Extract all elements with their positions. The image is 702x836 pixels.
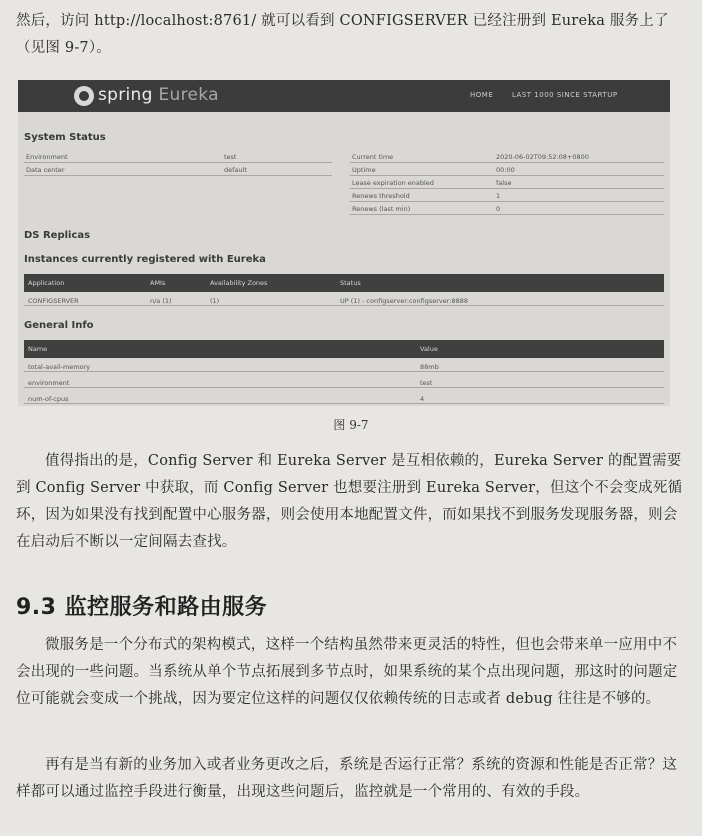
status-value: test [224,153,237,161]
eureka-dashboard-screenshot [18,80,670,406]
general-info-title: General Info [24,320,94,331]
body-paragraph: 微服务是一个分布式的架构模式，这样一个结构虽然带来更灵活的特性，但也会带来单一应用中不会出现的一些问题。当系统从单个节点拓展到多节点时，如果系统的某个点出现问题，那这时的问题定位可能就会变成一个挑战，因为要定位这样的问题仅仅依赖传统的日志或者 debug 往往是不够的。 [16,637,678,707]
status-value: 1 [496,192,501,200]
instances-title: Instances currently registered with Eureka [24,254,266,265]
status-label: Renews threshold [352,192,410,200]
column-header: Name [28,345,48,353]
status-label: Data center [26,166,65,174]
status-label: Uptime [352,166,376,174]
ds-replicas-title: DS Replicas [24,230,91,241]
info-name: num-of-cpus [28,395,69,403]
column-header: Status [340,279,361,287]
status-label: Renews (last min) [352,205,411,213]
column-header: Application [28,279,65,287]
general-info-row [24,374,664,388]
spring-leaf-icon [74,86,94,106]
status-label: Lease expiration enabled [352,179,434,187]
nav-last-1000-link[interactable]: LAST 1000 SINCE STARTUP [512,91,618,99]
status-row [350,164,664,176]
info-value: test [420,379,433,387]
column-header: Value [420,345,438,353]
brand-spring: spring [98,85,153,105]
figure-caption: 图 9-7 [333,418,369,432]
status-row [350,177,664,189]
section-heading: 9.3 监控服务和路由服务 [16,595,268,620]
status-value: false [496,179,512,187]
note-paragraph: 值得指出的是，Config Server 和 Eureka Server 是互相依赖的，Eureka Server 的配置需要到 Config Server 中获取，而 Config Server 也想要注册到 Eureka Server，但这个不会变成死循环，因为如果没有找到配置中心服务器，则会使用本地配置文件，而如果找不到服务发现服务器，则会在启动后不断以一定间隔去查找。 [16,453,683,550]
status-value: 2020-06-02T09:52:08+0800 [496,153,589,161]
eureka-brand [98,85,219,105]
status-label: Environment [26,153,68,161]
general-info-table-header [24,340,664,358]
brand-eureka: Eureka [158,85,219,105]
status-row [350,203,664,215]
status-value: 0 [496,205,501,213]
status-row [24,164,332,176]
column-header: Availability Zones [210,279,268,287]
zones-cell: (1) [210,297,220,305]
general-info-row [24,358,664,372]
status-label: Current time [352,153,394,161]
info-value: 88mb [420,363,439,371]
instances-table-row [24,292,664,306]
intro-paragraph: 然后，访问 http://localhost:8761/ 就可以看到 CONFIGSERVER 已经注册到 Eureka 服务上了（见图 9-7）。 [16,13,669,56]
amis-cell: n/a (1) [150,297,172,305]
eureka-navbar [18,80,670,112]
info-name: environment [28,379,70,387]
info-value: 4 [420,395,425,403]
application-cell: CONFIGSERVER [28,297,79,305]
status-value: 00:00 [496,166,515,174]
status-link[interactable]: UP (1) - configserver:configserver:8888 [340,297,469,305]
instances-table-header [24,274,664,292]
info-name: total-avail-memory [28,363,91,371]
nav-home-link[interactable]: HOME [470,91,494,99]
general-info-row [24,390,664,404]
status-row [24,151,332,163]
status-row [350,151,664,163]
body-paragraph: 再有是当有新的业务加入或者业务更改之后，系统是否运行正常？系统的资源和性能是否正常？这样都可以通过监控手段进行衡量，出现这些问题后，监控就是一个常用的、有效的手段。 [16,757,678,800]
column-header: AMIs [150,279,166,287]
system-status-title: System Status [24,132,106,143]
status-value: default [224,166,247,174]
status-row [350,190,664,202]
